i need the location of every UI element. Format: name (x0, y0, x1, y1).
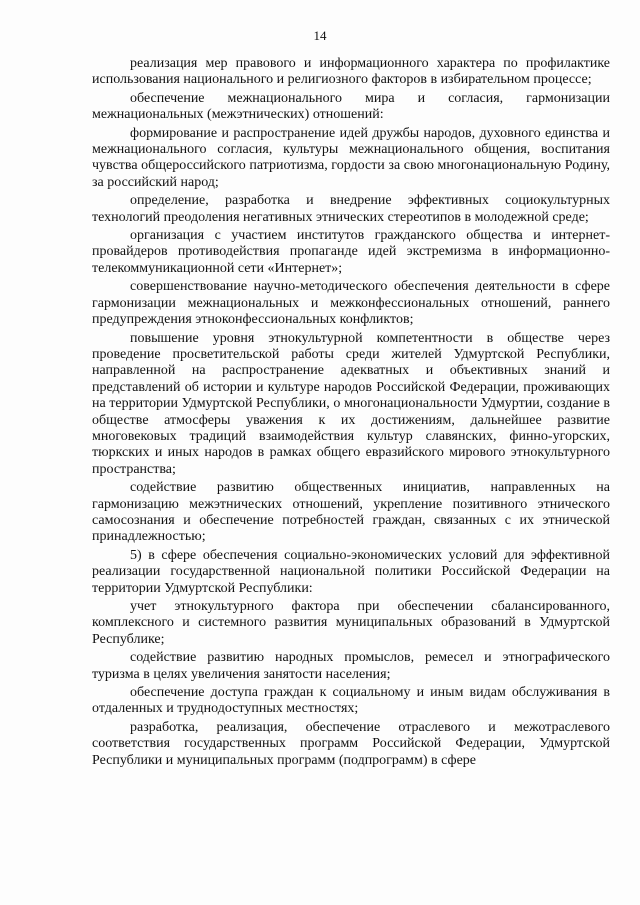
paragraph: содействие развитию народных промыслов, ремесел и этнографического туризма в целях увеличения занятости населения; (92, 650, 610, 682)
paragraph: определение, разработка и внедрение эффективных социокультурных технологий преодоления негативных этнических стереотипов в молодежной среде; (92, 193, 610, 225)
paragraph: учет этнокультурного фактора при обеспечении сбалансированного, комплексного и системного развития муниципальных образований в Удмуртской Республике; (92, 599, 610, 647)
paragraph: совершенствование научно-методического обеспечения деятельности в сфере гармонизации межнациональных и межконфессиональных отношений, раннего предупреждения этноконфессиональных конфликтов; (92, 279, 610, 328)
paragraph: содействие развитию общественных инициатив, направленных на гармонизацию межэтнических отношений, укрепление позитивного этнического самосознания и обеспечение потребностей граждан, связанных с их этнической принадлежностью; (92, 480, 610, 545)
body-text (92, 56, 610, 771)
paragraph: обеспечение доступа граждан к социальному и иным видам обслуживания в отдаленных и труднодоступных местностях; (92, 685, 610, 717)
paragraph: организация с участием институтов гражданского общества и интернет-провайдеров противодействия пропаганде идей экстремизма в информационно-телекоммуникационной сети «Интернет»; (92, 228, 610, 276)
paragraph: разработка, реализация, обеспечение отраслевого и межотраслевого соответствия государственных программ Российской Федерации, Удмуртской Республики и муниципальных программ (подпрограмм) в сфере (92, 719, 610, 768)
paragraph: формирование и распространение идей дружбы народов, духовного единства и межнационального согласия, культуры межнационального общения, воспитания чувства общероссийского патриотизма, гордости за свою многонациональную Родину, за российский народ; (92, 125, 610, 190)
paragraph: обеспечение межнационального мира и согласия, гармонизации межнациональных (межэтнических) отношений: (92, 90, 610, 123)
paragraph: повышение уровня этнокультурной компетентности в обществе через проведение просветительской работы среди жителей Удмуртской Республики, направленной на распространение адекватных и объективных знаний и представлений об истории и культуре народов Российской Федерации, проживающих на территории Удмуртской Республики, о многонациональности Удмуртии, создание в обществе атмосферы уважения к их достижениям, дальнейшее развитие многовековых традиций взаимодействия культур славянских, финно-угорских, тюркских и иных народов в рамках общего евразийского мирового этнокультурного пространства; (92, 330, 610, 477)
paragraph: реализация мер правового и информационного характера по профилактике использования национального и религиозного факторов в избирательном процессе; (92, 56, 610, 88)
section-5-heading: 5) в сфере обеспечения социально-экономических условий для эффективной реализации государственной национальной политики Российской Федерации на территории Удмуртской Республики: (92, 547, 610, 596)
page-number: 14 (313, 28, 327, 43)
